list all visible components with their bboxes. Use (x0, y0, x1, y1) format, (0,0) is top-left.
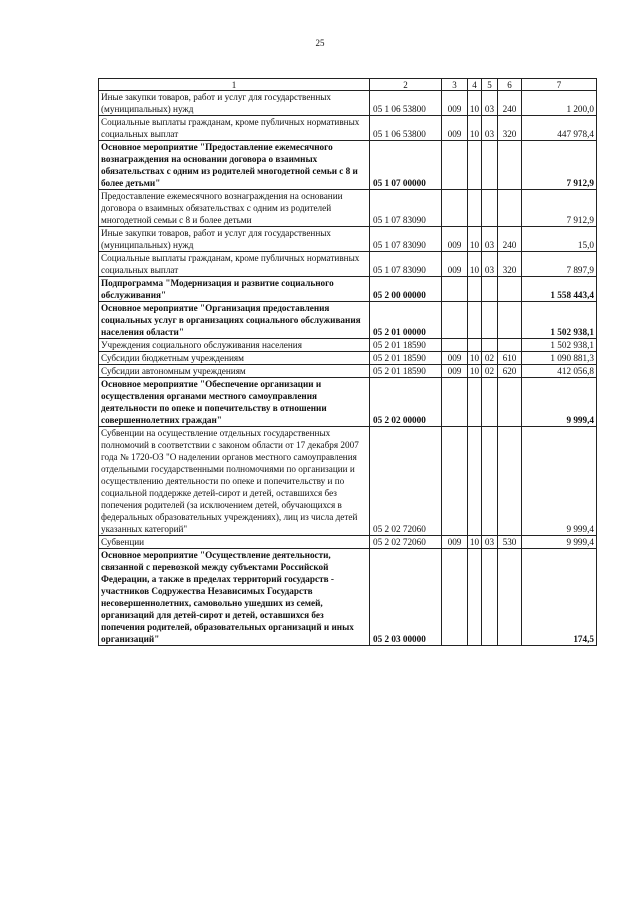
row-section-cell (468, 427, 482, 536)
row-admin-cell: 009 (442, 365, 468, 378)
row-amount-cell: 7 912,9 (522, 141, 597, 190)
row-code-cell: 05 1 06 53800 (370, 91, 442, 116)
table-row (99, 227, 597, 252)
table-row (99, 339, 597, 352)
table-row (99, 190, 597, 227)
row-name-cell: Социальные выплаты гражданам, кроме публичных нормативных социальных выплат (99, 116, 370, 141)
row-expense-type-cell (498, 378, 522, 427)
row-expense-type-cell: 240 (498, 227, 522, 252)
row-subsection-cell: 03 (482, 536, 498, 549)
row-subsection-cell: 02 (482, 352, 498, 365)
row-name-cell: Субсидии бюджетным учреждениям (99, 352, 370, 365)
header-cell: 6 (498, 79, 522, 91)
row-expense-type-cell (498, 427, 522, 536)
row-expense-type-cell: 620 (498, 365, 522, 378)
row-expense-type-cell: 610 (498, 352, 522, 365)
row-amount-cell: 15,0 (522, 227, 597, 252)
table-row (99, 91, 597, 116)
row-expense-type-cell: 320 (498, 116, 522, 141)
row-section-cell (468, 378, 482, 427)
row-name-cell: Предоставление ежемесячного вознаграждения на основании договора о взаимных обязательствах с одним из родителей многодетной семьи с 8 и более детьми (99, 190, 370, 227)
row-subsection-cell: 02 (482, 365, 498, 378)
row-amount-cell: 1 502 938,1 (522, 302, 597, 339)
row-amount-cell: 1 090 881,3 (522, 352, 597, 365)
row-name-cell: Основное мероприятие "Осуществление деятельности, связанной с перевозкой между субъектами Российской Федерации, а также в пределах территорий государств - участников Содружества Независимых Государств несовершеннолетних, самовольно ушедших из семей, организаций для детей-сирот и детей, оставшихся без попечения родителей, образовательных организаций и иных организаций" (99, 549, 370, 646)
row-subsection-cell (482, 141, 498, 190)
row-code-cell: 05 2 01 18590 (370, 352, 442, 365)
table-row (99, 252, 597, 277)
row-admin-cell (442, 277, 468, 302)
row-code-cell: 05 1 07 83090 (370, 252, 442, 277)
row-subsection-cell: 03 (482, 116, 498, 141)
row-subsection-cell (482, 302, 498, 339)
row-section-cell: 10 (468, 536, 482, 549)
row-name-cell: Субвенции (99, 536, 370, 549)
row-expense-type-cell: 240 (498, 91, 522, 116)
row-amount-cell: 447 978,4 (522, 116, 597, 141)
header-cell: 2 (370, 79, 442, 91)
row-section-cell: 10 (468, 91, 482, 116)
table-row (99, 302, 597, 339)
row-subsection-cell: 03 (482, 91, 498, 116)
row-section-cell: 10 (468, 116, 482, 141)
row-section-cell: 10 (468, 365, 482, 378)
row-admin-cell: 009 (442, 352, 468, 365)
row-subsection-cell (482, 427, 498, 536)
row-admin-cell (442, 378, 468, 427)
row-name-cell: Иные закупки товаров, работ и услуг для государственных (муниципальных) нужд (99, 91, 370, 116)
header-cell: 5 (482, 79, 498, 91)
row-code-cell: 05 1 07 00000 (370, 141, 442, 190)
row-amount-cell: 174,5 (522, 549, 597, 646)
row-section-cell: 10 (468, 352, 482, 365)
row-code-cell: 05 2 01 00000 (370, 302, 442, 339)
row-amount-cell: 9 999,4 (522, 536, 597, 549)
row-subsection-cell (482, 378, 498, 427)
row-code-cell: 05 2 01 18590 (370, 339, 442, 352)
row-admin-cell: 009 (442, 252, 468, 277)
row-name-cell: Иные закупки товаров, работ и услуг для государственных (муниципальных) нужд (99, 227, 370, 252)
header-cell: 4 (468, 79, 482, 91)
row-code-cell: 05 2 02 00000 (370, 378, 442, 427)
row-amount-cell: 7 897,9 (522, 252, 597, 277)
row-amount-cell: 9 999,4 (522, 378, 597, 427)
row-expense-type-cell: 320 (498, 252, 522, 277)
row-expense-type-cell (498, 549, 522, 646)
table-row (99, 427, 597, 536)
row-section-cell (468, 549, 482, 646)
table-row (99, 116, 597, 141)
row-admin-cell (442, 427, 468, 536)
row-code-cell: 05 1 06 53800 (370, 116, 442, 141)
table-row (99, 365, 597, 378)
row-subsection-cell (482, 549, 498, 646)
table-row (99, 352, 597, 365)
table-body (99, 91, 597, 646)
row-subsection-cell: 03 (482, 227, 498, 252)
row-amount-cell: 1 502 938,1 (522, 339, 597, 352)
row-section-cell: 10 (468, 252, 482, 277)
row-admin-cell: 009 (442, 91, 468, 116)
row-amount-cell: 1 200,0 (522, 91, 597, 116)
row-name-cell: Основное мероприятие "Предоставление ежемесячного вознаграждения на основании договора о взаимных обязательствах с одним из родителей многодетной семьи с 8 и более детьми" (99, 141, 370, 190)
row-amount-cell: 1 558 443,4 (522, 277, 597, 302)
row-expense-type-cell (498, 190, 522, 227)
row-expense-type-cell: 530 (498, 536, 522, 549)
row-code-cell: 05 1 07 83090 (370, 227, 442, 252)
table-row (99, 549, 597, 646)
row-admin-cell (442, 302, 468, 339)
row-name-cell: Основное мероприятие "Организация предоставления социальных услуг в организациях социального обслуживания населения области" (99, 302, 370, 339)
row-code-cell: 05 2 03 00000 (370, 549, 442, 646)
row-amount-cell: 9 999,4 (522, 427, 597, 536)
header-row (99, 79, 597, 91)
row-section-cell (468, 190, 482, 227)
row-admin-cell: 009 (442, 227, 468, 252)
header-cell: 7 (522, 79, 597, 91)
row-name-cell: Социальные выплаты гражданам, кроме публичных нормативных социальных выплат (99, 252, 370, 277)
row-section-cell: 10 (468, 227, 482, 252)
row-admin-cell: 009 (442, 536, 468, 549)
row-section-cell (468, 141, 482, 190)
row-amount-cell: 412 056,8 (522, 365, 597, 378)
row-admin-cell (442, 549, 468, 646)
row-admin-cell: 009 (442, 116, 468, 141)
table-row (99, 277, 597, 302)
header-cell: 1 (99, 79, 370, 91)
header-cell: 3 (442, 79, 468, 91)
row-section-cell (468, 339, 482, 352)
table-row (99, 378, 597, 427)
row-code-cell: 05 2 02 72060 (370, 536, 442, 549)
table-row (99, 536, 597, 549)
row-subsection-cell (482, 339, 498, 352)
table-row (99, 141, 597, 190)
row-admin-cell (442, 339, 468, 352)
row-expense-type-cell (498, 141, 522, 190)
page-number: 25 (315, 38, 325, 48)
row-code-cell: 05 2 01 18590 (370, 365, 442, 378)
row-code-cell: 05 1 07 83090 (370, 190, 442, 227)
row-section-cell (468, 277, 482, 302)
row-amount-cell: 7 912,9 (522, 190, 597, 227)
row-name-cell: Подпрограмма "Модернизация и развитие социального обслуживания" (99, 277, 370, 302)
row-admin-cell (442, 141, 468, 190)
row-subsection-cell (482, 277, 498, 302)
row-name-cell: Учреждения социального обслуживания населения (99, 339, 370, 352)
row-admin-cell (442, 190, 468, 227)
row-name-cell: Субсидии автономным учреждениям (99, 365, 370, 378)
row-subsection-cell (482, 190, 498, 227)
row-section-cell (468, 302, 482, 339)
row-code-cell: 05 2 02 72060 (370, 427, 442, 536)
row-code-cell: 05 2 00 00000 (370, 277, 442, 302)
row-expense-type-cell (498, 339, 522, 352)
budget-table (98, 78, 597, 646)
row-expense-type-cell (498, 277, 522, 302)
row-expense-type-cell (498, 302, 522, 339)
row-name-cell: Основное мероприятие "Обеспечение организации и осуществления органами местного самоуправления деятельности по опеке и попечительству в отношении совершеннолетних граждан" (99, 378, 370, 427)
row-subsection-cell: 03 (482, 252, 498, 277)
row-name-cell: Субвенции на осуществление отдельных государственных полномочий в соответствии с законом области от 17 декабря 2007 года № 1720-ОЗ "О наделении органов местного самоуправления отдельными государственными полномочиями по организации и осуществлению деятельности по опеке и попечительству и по социальной поддержке детей-сирот и детей, оставшихся без попечения родителей (за исключением детей, обучающихся в федеральных образовательных учреждениях), лиц из числа детей указанных категорий" (99, 427, 370, 536)
